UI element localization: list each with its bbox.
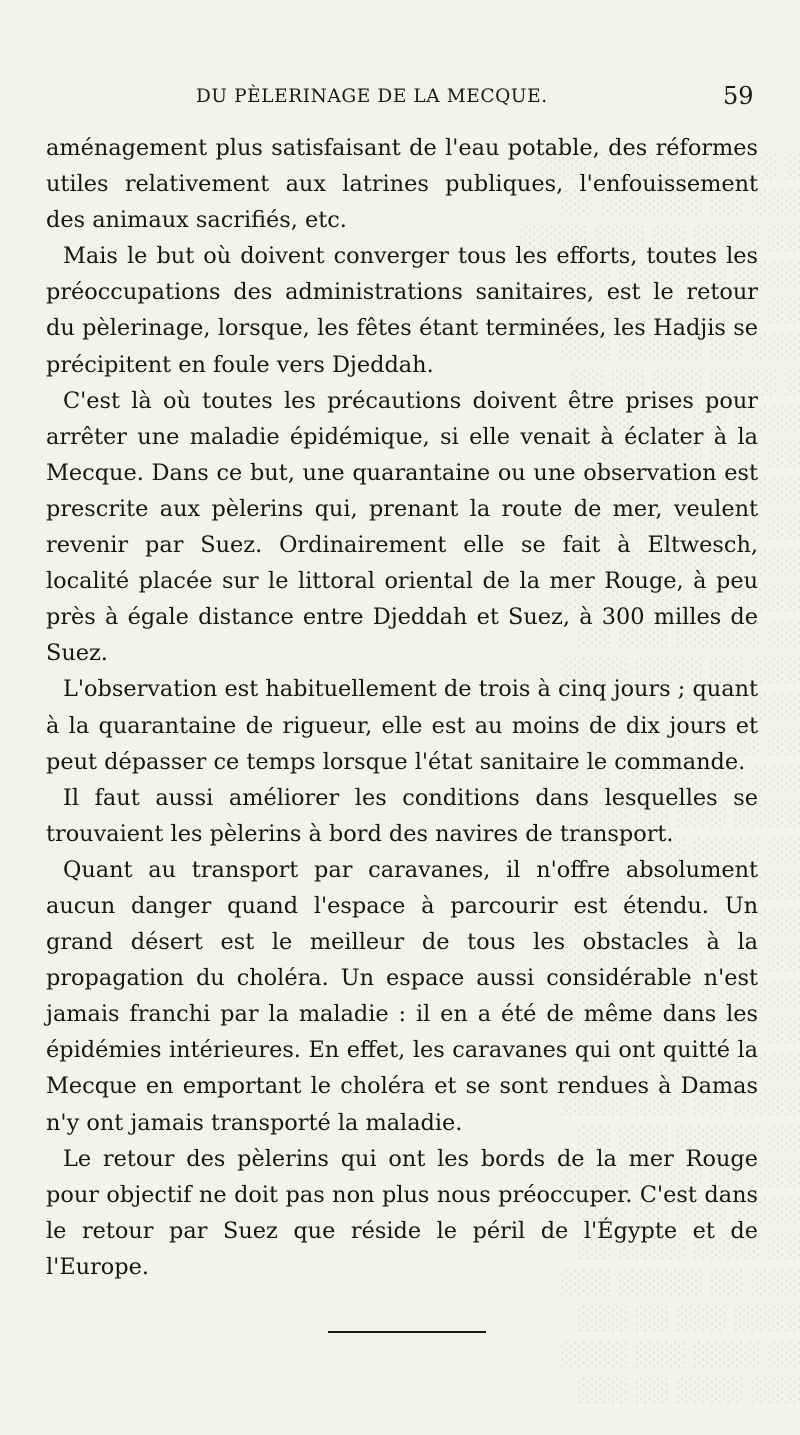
paragraph-6: Quant au transport par caravanes, il n'offre absolument aucun danger quand l'espace à parcourir est étendu. Un grand désert est le meilleur de tous les obstacles à la propagation du choléra. Un espace aussi considérable n'est jamais franchi par la maladie : il en a été de même dans les épidémies intérieures. En effet, les caravanes qui ont quitté la Mecque en emportant le choléra et se sont rendues à Damas n'y ont jamais transporté la maladie. [46,856,758,1136]
page-number: 59 [723,82,754,110]
paragraph-2: Mais le but où doivent converger tous les efforts, toutes les préoccupations des administrations sanitaires, est le retour du pèlerinage, lorsque, les fêtes étant terminées, les Hadjis se précipitent en foule vers Djeddah. [46,243,758,378]
paragraph-1: aménagement plus satisfaisant de l'eau potable, des réformes utiles relativement aux latrines publiques, l'enfouissement des animaux sacrifiés, etc. [46,135,758,234]
running-header [0,82,800,122]
body-text [46,130,758,1285]
bleed-through-texture: ░ ░░░ ░░ ░░░░░ ░░░ ░░░ ░░ ░░░░░░ ░░ ░░ ░░░░ ░░ ░░░ ░░░░ ░░░░ ░░ ░░░░ ░░░ ░░ ░░░░░ ░░ ░░░░ ░░░ ░░ ░░░░░ ░░░ ░ ░░░░ ░░░ ░░ ░░ ░░░░ ░░ ░░░░░ ░░ ░░ ░░░ ░░░░ ░░░░ ░░░░░ ░░ ░░░ ░░ ░░ ░░░░ ░░░ ░░░░ ░░░ ░░░░░ ░░ ░░░ ░░░░ ░░ ░░░ ░░░░ ░░ ░░░░░ ░░░ ░░ ░░░ ░░ ░░░░ ░░░░ ░░░░ ░░░ ░░ ░░░ ░░ ░░░░ ░░░░ ░░ ░░░ ░░ ░░░░░ ░░░ ░░░░ ░░░ ░░ ░░░ ░░ ░░░░ ░░░ ░░░░ ░░░ ░░░░ ░░ ░░░ ░░░░ ░░ ░░░░ ░░░ ░░ ░░░ ░░░░ ░░░░ ░░░░░ ░░ ░░░ ░░ ░░ ░░░░ ░░░ ░░░░ ░░░ ░░░░░ ░░ ░░░ ░░░░ ░░ ░░░ ░░░░ ░░ ░░░░░ ░░░ ░░ ░░░ ░░ ░░░░ ░░░░ ░░░░ ░░░ ░░ ░░░ ░░ ░░░░ ░░░░ ░░ ░░░ ░░ ░░░░░ ░░░ ░░░░ ░░░ ░░ ░░░ ░░ ░░░░ ░░░ ░░░░ ░░░ ░░░░ ░░ ░░░ [518,155,800,1404]
paragraph-5: Il faut aussi améliorer les conditions dans lesquelles se trouvaient les pèlerins à bord des navires de transport. [46,784,758,847]
running-title: DU PÈLERINAGE DE LA MECQUE. [196,86,548,107]
paragraph-7: Le retour des pèlerins qui ont les bords de la mer Rouge pour objectif ne doit pas non plus nous préoccuper. C'est dans le retour par Suez que réside le péril de l'Égypte et de l'Europe. [46,1145,758,1280]
section-end-rule [328,1331,486,1333]
paragraph-3: C'est là où toutes les précautions doivent être prises pour arrêter une maladie épidémique, si elle venait à éclater à la Mecque. Dans ce but, une quarantaine ou une observation est prescrite aux pèlerins qui, prenant la route de mer, veulent revenir par Suez. Ordinairement elle se fait à Eltwesch, localité placée sur le littoral oriental de la mer Rouge, à peu près à égale distance entre Djeddah et Suez, à 300 milles de Suez. [46,387,758,667]
paragraph-4: L'observation est habituellement de trois à cinq jours ; quant à la quarantaine de rigueur, elle est au moins de dix jours et peut dépasser ce temps lorsque l'état sanitaire le commande. [46,676,758,775]
